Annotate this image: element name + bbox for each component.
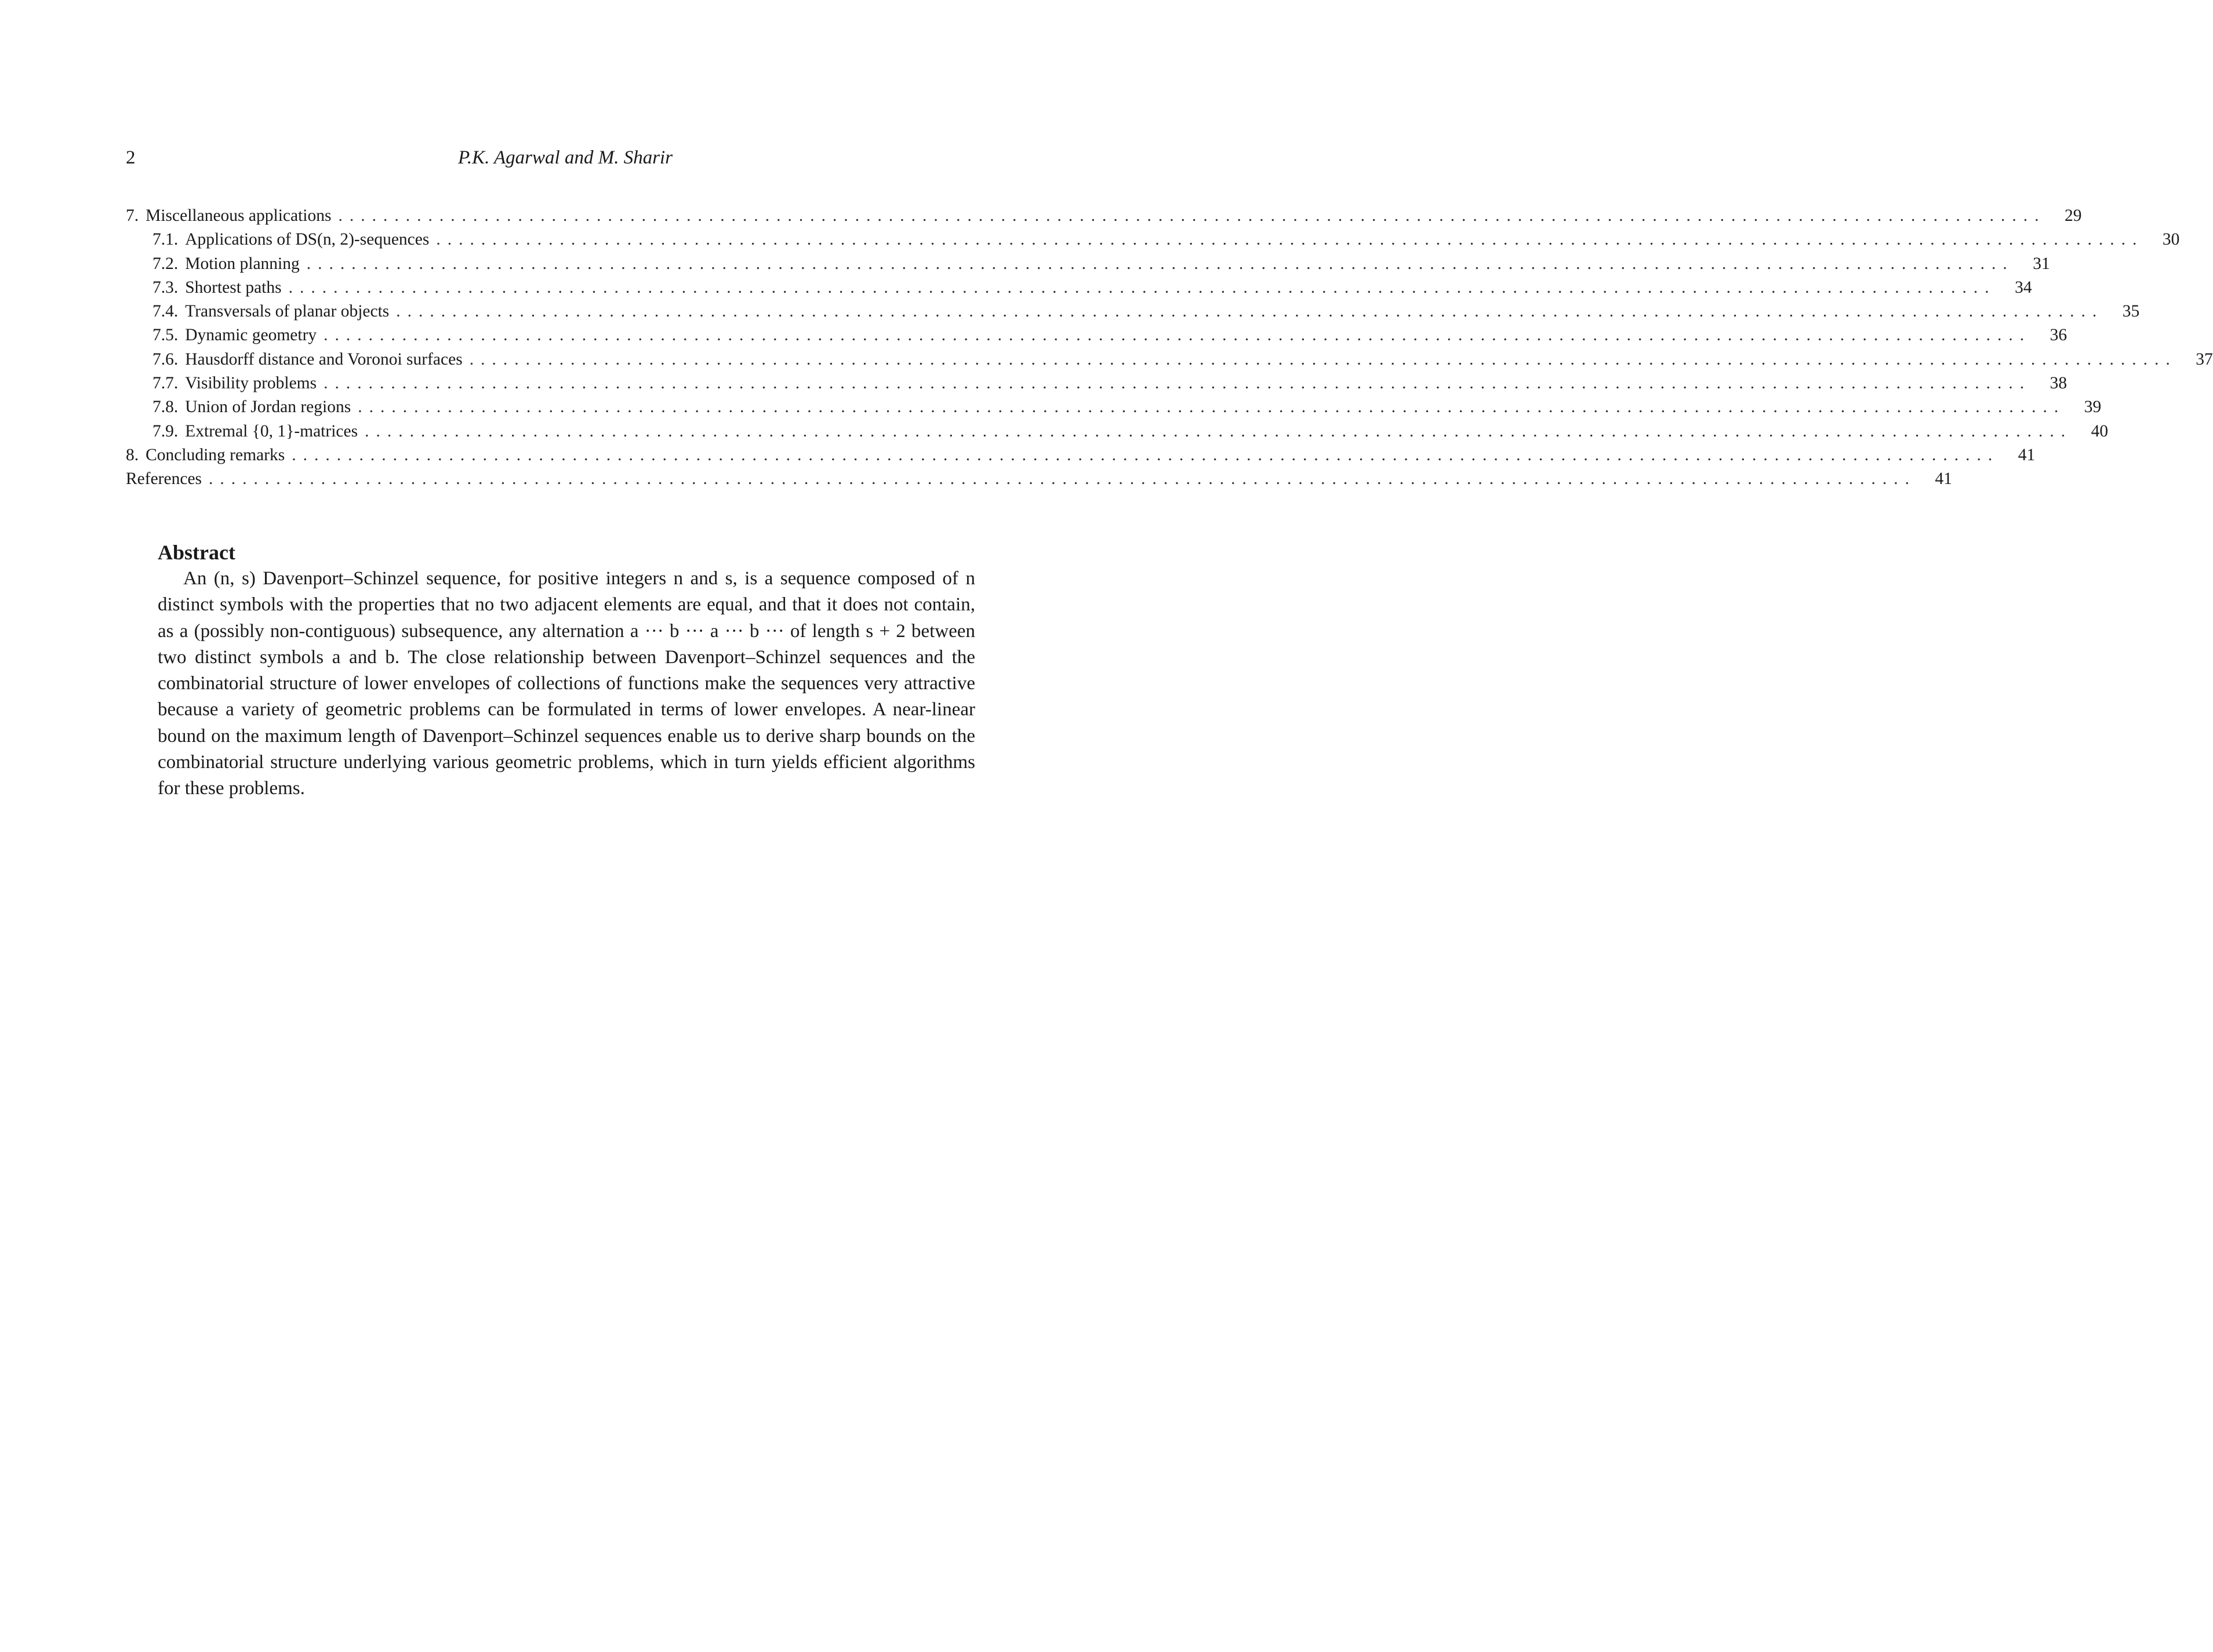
toc-entry-number: 7. <box>126 206 139 225</box>
toc-entry-number: 7.4. <box>152 302 179 321</box>
toc-entry-number: 7.7. <box>152 374 179 393</box>
toc-entry-title: Concluding remarks <box>146 445 285 464</box>
toc-entry-title: Applications of DS(n, 2)-sequences <box>185 230 430 249</box>
toc-entry <box>126 228 2180 252</box>
toc-leader-dots: ........................................................................................................................................................ <box>324 374 2032 393</box>
toc-entry-title: References <box>126 470 202 489</box>
abstract-body: An (n, s) Davenport–Schinzel sequence, for positive integers n and s, is a sequence composed of n distinct symbols with the properties that no two adjacent elements are equal, and that it does not contain, as a (possibly non-contiguous) subsequence, any alternation a ··· b ··· a ··· b ··· of length s + 2 between two distinct symbols a and b. The close relationship between Davenport–Schinzel sequences and the combinatorial structure of lower envelopes of collections of functions make the sequences very attractive because a variety of geometric problems can be formulated in terms of lower envelopes. A near-linear bound on the maximum length of Davenport–Schinzel sequences enable us to derive sharp bounds on the combinatorial structure underlying various geometric problems, which in turn yields efficient algorithms for these problems. <box>158 568 975 799</box>
toc-entry-title: Visibility problems <box>185 374 317 393</box>
toc-entry-number: 7.2. <box>152 254 179 273</box>
page-number: 2 <box>126 147 136 168</box>
toc-entry-number: 7.9. <box>152 421 179 441</box>
toc-entry-page: 41 <box>1935 470 1953 489</box>
toc-entry-title: Extremal {0, 1}-matrices <box>185 421 358 441</box>
toc-entry-page: 39 <box>2084 398 2102 417</box>
toc-leader-dots: ........................................................................................................................................................ <box>469 350 2177 369</box>
toc-entry-number: 7.8. <box>152 398 179 417</box>
toc-entry-page: 38 <box>2050 374 2067 393</box>
toc-entry <box>126 204 2082 228</box>
toc-entry-page: 31 <box>2033 254 2050 273</box>
toc-entry-title: Transversals of planar objects <box>185 302 390 321</box>
toc-leader-dots: ........................................................................................................................................................ <box>436 230 2144 249</box>
toc-entry <box>126 395 2102 419</box>
toc-leader-dots: ........................................................................................................................................................ <box>358 398 2066 417</box>
toc-entry-page: 30 <box>2162 230 2180 249</box>
toc-entry <box>126 420 2109 443</box>
toc-entry <box>126 348 2213 372</box>
toc-entry <box>126 467 1953 491</box>
toc-entry-title: Miscellaneous applications <box>146 206 332 225</box>
toc-entry-page: 35 <box>2122 302 2140 321</box>
toc-entry-title: Motion planning <box>185 254 300 273</box>
toc-entry <box>126 323 2067 347</box>
toc-leader-dots: ........................................................................................................................................................ <box>288 278 1996 297</box>
toc-entry-number: 7.6. <box>152 350 179 369</box>
toc-leader-dots: ........................................................................................................................................................ <box>324 326 2032 345</box>
toc-entry-number: 7.1. <box>152 230 179 249</box>
toc-leader-dots: ........................................................................................................................................................ <box>338 206 2046 225</box>
toc-entry-page: 29 <box>2064 206 2082 225</box>
toc-leader-dots: ........................................................................................................................................................ <box>365 421 2073 441</box>
toc-leader-dots: ........................................................................................................................................................ <box>306 254 2014 273</box>
toc-entry-title: Dynamic geometry <box>185 326 317 345</box>
running-head: P.K. Agarwal and M. Sharir <box>457 147 673 168</box>
table-of-contents <box>126 204 2213 492</box>
toc-leader-dots: ........................................................................................................................................................ <box>292 445 2000 464</box>
toc-entry <box>126 276 2032 300</box>
toc-entry <box>126 252 2050 276</box>
abstract-heading: Abstract <box>158 541 235 564</box>
toc-entry <box>126 372 2067 395</box>
toc-entry <box>126 300 2140 323</box>
toc-entry <box>126 443 2036 467</box>
toc-entry-page: 36 <box>2050 326 2067 345</box>
toc-entry-page: 41 <box>2018 445 2036 464</box>
toc-entry-number: 8. <box>126 445 139 464</box>
toc-entry-page: 34 <box>2015 278 2032 297</box>
abstract-section <box>158 539 975 802</box>
page-header <box>126 145 1005 170</box>
toc-entry-page: 37 <box>2196 350 2213 369</box>
toc-entry-number: 7.3. <box>152 278 179 297</box>
toc-entry-title: Union of Jordan regions <box>185 398 351 417</box>
toc-entry-page: 40 <box>2091 421 2109 441</box>
toc-entry-title: Hausdorff distance and Voronoi surfaces <box>185 350 463 369</box>
toc-entry-title: Shortest paths <box>185 278 282 297</box>
toc-leader-dots: ........................................................................................................................................................ <box>209 470 1917 489</box>
toc-leader-dots: ........................................................................................................................................................ <box>396 302 2104 321</box>
toc-entry-number: 7.5. <box>152 326 179 345</box>
